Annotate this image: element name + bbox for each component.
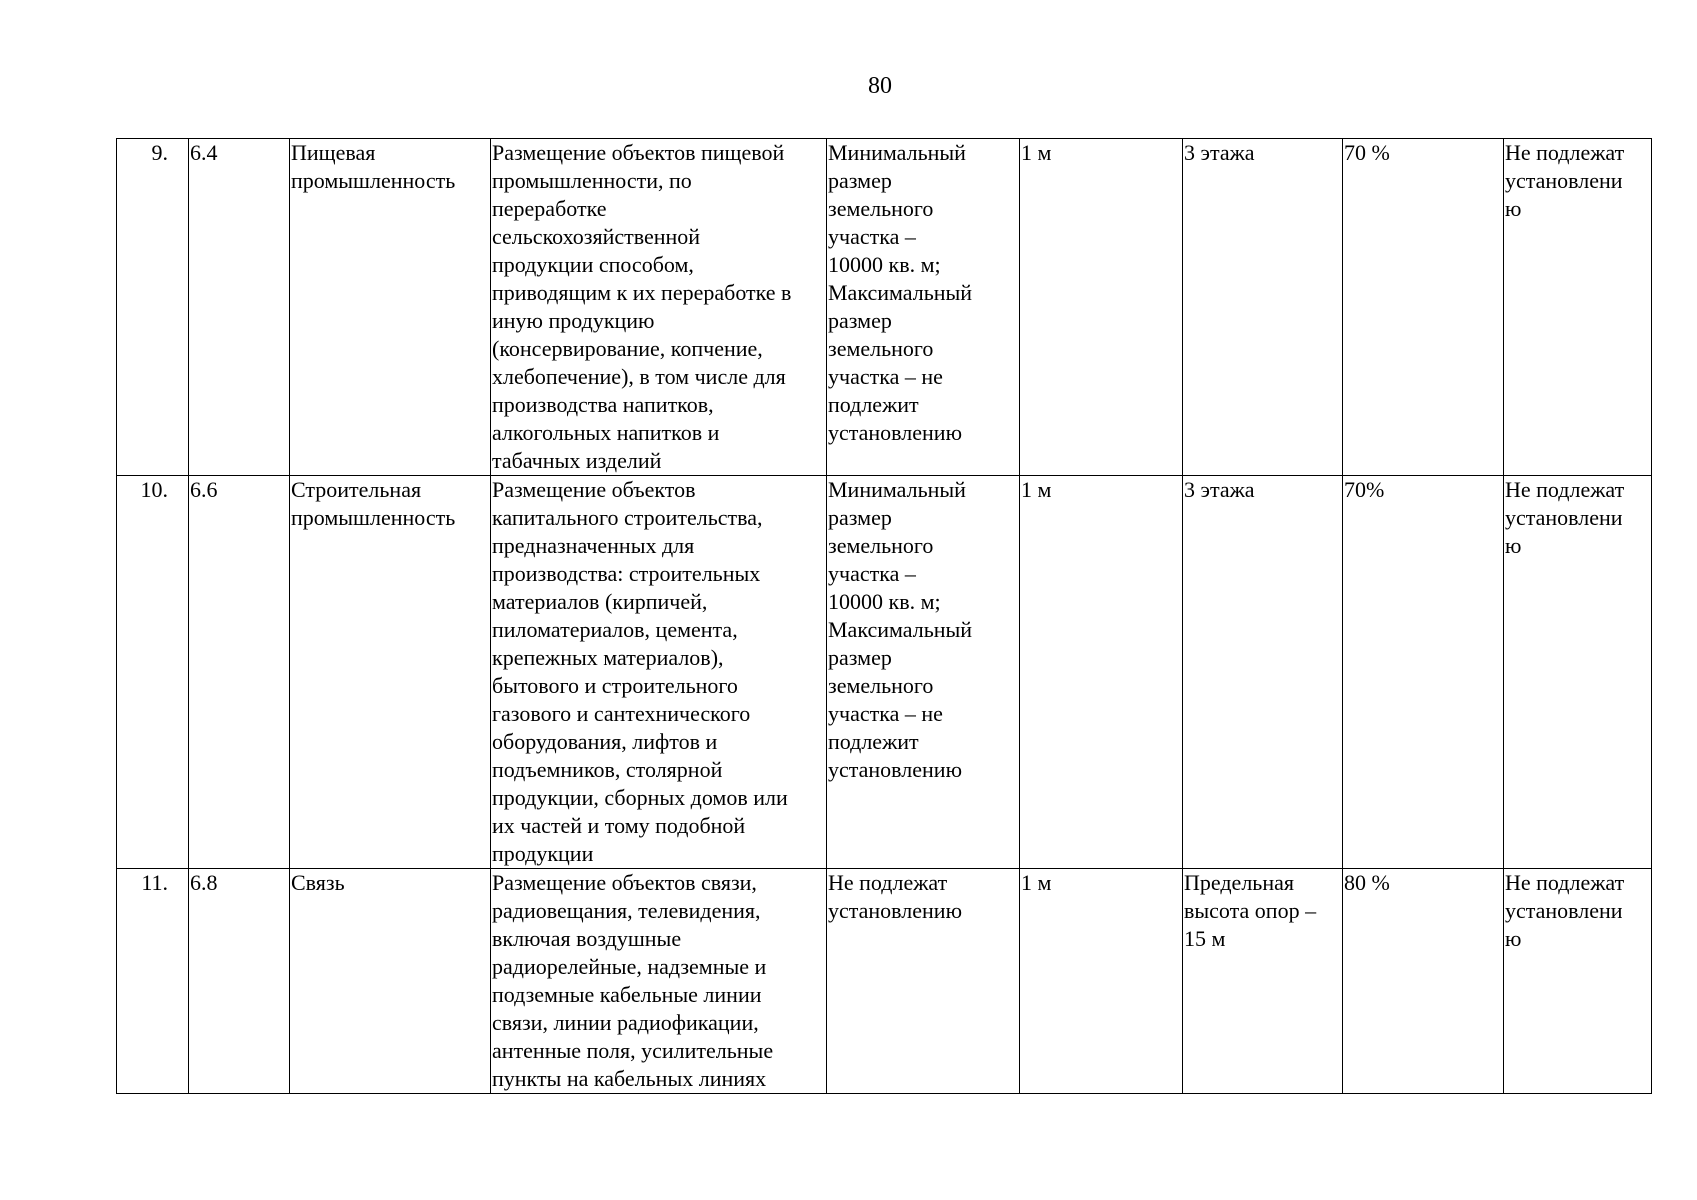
- table-row: [117, 139, 1652, 476]
- table-row: [117, 476, 1652, 869]
- extra-params-cell: Не подлежат установлени ю: [1504, 139, 1652, 476]
- extra-params-cell: Не подлежат установлени ю: [1504, 476, 1652, 869]
- plot-size-cell: Минимальный размер земельного участка – 10000 кв. м; Максимальный размер земельного участка – не подлежит установлению: [827, 139, 1020, 476]
- page-number: 80: [868, 73, 892, 99]
- code-cell: 6.8: [189, 869, 290, 1094]
- use-name-cell: Строительная промышленность: [290, 476, 491, 869]
- height-cell: 3 этажа: [1183, 139, 1343, 476]
- row-number-cell: 11.: [117, 869, 189, 1094]
- land-use-table: [116, 138, 1652, 1094]
- use-name-cell: Пищевая промышленность: [290, 139, 491, 476]
- row-number-cell: 10.: [117, 476, 189, 869]
- description-cell: Размещение объектов связи, радиовещания, телевидения, включая воздушные радиорелейные, надземные и подземные кабельные линии связи, линии радиофикации, антенные поля, усилительные пункты на кабельных линиях: [491, 869, 827, 1094]
- description-cell: Размещение объектов пищевой промышленности, по переработке сельскохозяйственной продукции способом, приводящим к их переработке в иную продукцию (консервирование, копчение, хлебопечение), в том числе для производства напитков, алкогольных напитков и табачных изделий: [491, 139, 827, 476]
- row-number-cell: 9.: [117, 139, 189, 476]
- coverage-cell: 70%: [1343, 476, 1504, 869]
- use-name-cell: Связь: [290, 869, 491, 1094]
- coverage-cell: 70 %: [1343, 139, 1504, 476]
- coverage-cell: 80 %: [1343, 869, 1504, 1094]
- code-cell: 6.6: [189, 476, 290, 869]
- setback-cell: 1 м: [1020, 869, 1183, 1094]
- table-row: [117, 869, 1652, 1094]
- height-cell: Предельная высота опор – 15 м: [1183, 869, 1343, 1094]
- setback-cell: 1 м: [1020, 476, 1183, 869]
- setback-cell: 1 м: [1020, 139, 1183, 476]
- plot-size-cell: Не подлежат установлению: [827, 869, 1020, 1094]
- code-cell: 6.4: [189, 139, 290, 476]
- extra-params-cell: Не подлежат установлени ю: [1504, 869, 1652, 1094]
- plot-size-cell: Минимальный размер земельного участка – 10000 кв. м; Максимальный размер земельного участка – не подлежит установлению: [827, 476, 1020, 869]
- description-cell: Размещение объектов капитального строительства, предназначенных для производства: строительных материалов (кирпичей, пиломатериалов, цемента, крепежных материалов), бытового и строительного газового и сантехнического оборудования, лифтов и подъемников, столярной продукции, сборных домов или их частей и тому подобной продукции: [491, 476, 827, 869]
- height-cell: 3 этажа: [1183, 476, 1343, 869]
